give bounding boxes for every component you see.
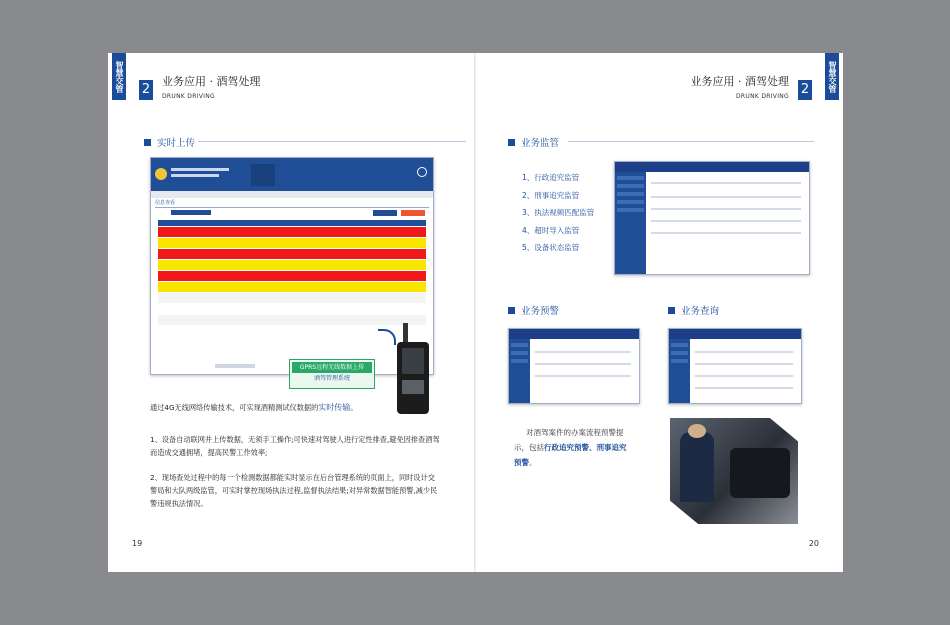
mock-title: 信息查看 [155, 200, 176, 206]
officer-figure [680, 432, 714, 502]
paragraph-2: 2、现场查处过程中的每一个检测数据都能实时显示在后台管理系统的页面上，同时设计交警局和大队两级监管，可实时掌控现场执法过程,监督执法结果;对异常数据智能预警,减少民警违规执法情况。 [150, 473, 438, 508]
square-bullet-icon [144, 139, 151, 146]
right-page [476, 53, 843, 572]
page-title: 业务应用 · 酒驾处理 [690, 75, 789, 88]
section-label: 业务查询 [681, 306, 720, 317]
chapter-number: 2 [139, 80, 153, 100]
tools-icon [251, 164, 275, 186]
search-button[interactable] [373, 210, 397, 216]
list-item: 4、超时导入监管 [522, 225, 580, 235]
pagination[interactable] [215, 364, 255, 368]
section-rule [198, 141, 466, 142]
section-heading-query [668, 303, 719, 317]
page-number: 20 [808, 539, 819, 548]
highlight-warning: 行政追究预警、刑事追究预警 [514, 443, 627, 467]
section-heading-supervision [508, 135, 559, 149]
supervision-list [522, 169, 594, 257]
section-rule [568, 141, 814, 142]
callout-line-2: 酒驾管理系统 [313, 375, 350, 382]
mock-header [151, 158, 433, 191]
page-subtitle: DRUNK DRIVING [162, 93, 215, 100]
table-row [158, 238, 426, 249]
table-row [158, 227, 426, 238]
police-badge-icon [155, 168, 167, 180]
table-header [158, 220, 426, 227]
square-bullet-icon [508, 307, 515, 314]
data-table [158, 220, 426, 326]
supervision-screenshot [614, 161, 810, 275]
table-row [158, 282, 426, 293]
list-item: 3、执法视频匹配监管 [522, 208, 595, 217]
gprs-callout [289, 359, 375, 389]
export-button[interactable] [401, 210, 425, 216]
table-row [158, 249, 426, 260]
list-item: 2、刑事追究监管 [522, 190, 580, 200]
query-screenshot [668, 328, 802, 404]
left-page [108, 53, 476, 572]
power-icon [417, 167, 427, 177]
list-item: 1、行政追究监管 [522, 173, 580, 182]
section-label: 业务预警 [521, 306, 560, 317]
officer-head [688, 424, 706, 438]
page-subtitle: DRUNK DRIVING [736, 93, 789, 100]
section-label: 实时上传 [157, 138, 196, 149]
police-checkpoint-photo [670, 418, 798, 524]
square-bullet-icon [508, 139, 515, 146]
device-keypad [402, 380, 424, 394]
table-row [158, 271, 426, 282]
car-window [730, 448, 790, 498]
highlight-realtime: 实时传输 [318, 403, 351, 412]
table-row [158, 304, 426, 315]
warning-note: 对酒驾案件的办案流程预警提示，包括行政追究预警、刑事追究预警。 [514, 428, 627, 467]
section-heading-realtime [144, 135, 195, 149]
table-row [158, 260, 426, 271]
square-bullet-icon [668, 307, 675, 314]
chapter-number: 2 [798, 80, 812, 100]
stats-icon [279, 164, 303, 186]
section-label: 业务监管 [521, 138, 560, 149]
warning-screenshot [508, 328, 640, 404]
chapter-tab: 智慧交管 [825, 53, 839, 100]
table-row [158, 293, 426, 304]
paragraph-1: 1、设备自动联网并上传数据，无须手工操作;可快速对驾驶人进行定性排查,避免因排查酒驾而造成交通拥堵，提高民警工作效率; [150, 435, 440, 457]
intro-text: 通过4G无线网络传输技术，可实现酒精测试仪数据的实时传输。 [150, 403, 358, 412]
device-screen [402, 348, 424, 374]
list-item: 5、设备状态监管 [522, 243, 580, 252]
page-title: 业务应用 · 酒驾处理 [162, 75, 261, 88]
page-number: 19 [132, 539, 143, 548]
callout-line-1: GPRS远程无线数据上传 [292, 362, 372, 373]
section-heading-warning [508, 303, 559, 317]
table-row [158, 315, 426, 326]
chapter-tab: 智慧交管 [112, 53, 126, 100]
